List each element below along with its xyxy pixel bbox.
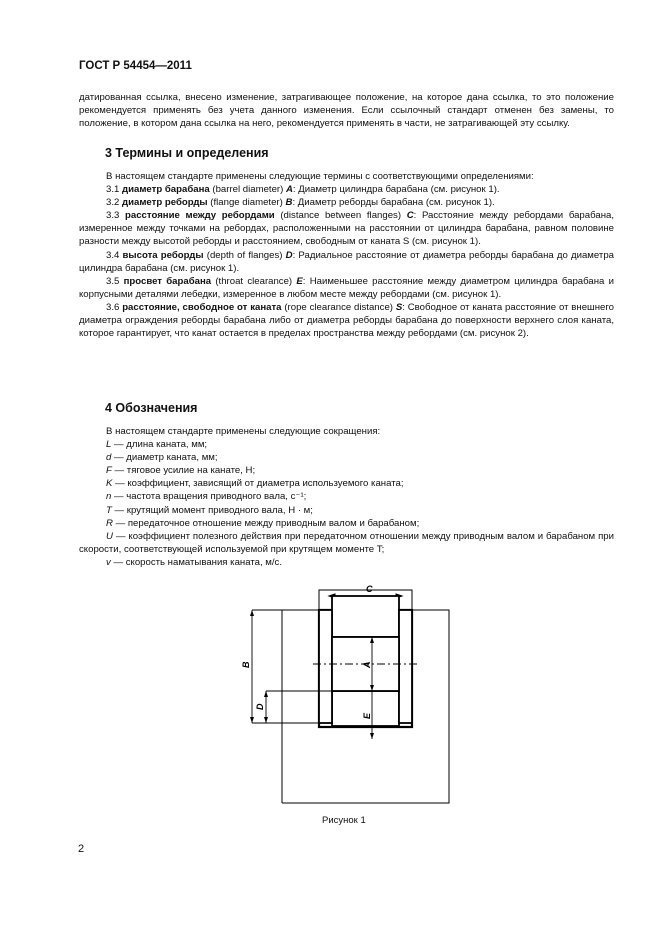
term-number: 3.1 — [106, 184, 123, 196]
symbol-definition: — длина каната, мм; — [111, 439, 208, 451]
symbol-definition: — скорость наматывания каната, м/с. — [110, 556, 283, 568]
symbol-letter: K — [106, 478, 113, 490]
symbol-definition: — диаметр каната, мм; — [111, 452, 218, 464]
term-english: (distance between flanges) — [274, 210, 407, 222]
term-name: высота реборды — [122, 249, 204, 261]
page-number: 2 — [78, 843, 85, 855]
symbol-letter: U — [106, 530, 113, 542]
symbol-letter: n — [106, 491, 112, 503]
term-symbol: B — [285, 197, 293, 209]
symbol-letter: d — [106, 452, 112, 464]
term-text: : Расстояние между ребордами барабана, измеренное между точками на ребордах, расположенными на расстоянии от цилиндра барабана, равном половине разности между высотой реборды и расстоянием, свободным от каната S (см. рисунок 1). — [79, 210, 615, 248]
drum-upper-recess — [332, 596, 399, 637]
right-flange — [399, 610, 412, 723]
term-name: диаметр реборды — [122, 197, 208, 209]
symbol-letter: L — [106, 439, 112, 451]
symbol-letter: v — [106, 556, 111, 568]
term-symbol: C — [406, 210, 414, 222]
term-number: 3.3 — [106, 210, 126, 222]
section-4-title: 4 Обозначения — [105, 401, 198, 415]
term-name: расстояние, свободное от каната — [122, 301, 282, 313]
symbol-letter: R — [106, 517, 113, 529]
term-number: 3.6 — [106, 301, 123, 313]
document-header: ГОСТ Р 54454—2011 — [79, 60, 192, 72]
term-number: 3.5 — [106, 275, 124, 287]
term-english: (throat clearance) — [211, 275, 297, 287]
section-3-intro: В настоящем стандарте применены следующие термины с соответствующими определениями: — [106, 171, 534, 182]
label-c: C — [366, 584, 373, 594]
symbol-letter: T — [106, 504, 112, 516]
term-symbol: D — [285, 249, 293, 261]
label-e: E — [362, 712, 372, 719]
label-a: A — [362, 661, 372, 668]
term-symbol: A — [285, 184, 293, 196]
term-text: : Свободное от каната расстояние от внешнего диаметра ограждения реборды барабана либо от диаметра реборды барабана до поверхности верхнего слоя каната, которое гарантирует, что канат остается в пределах пространства между ребордами (см. рисунок 2). — [79, 301, 614, 340]
drum-lower-recess — [332, 691, 399, 726]
label-d: D — [255, 703, 265, 710]
symbol-definition: — передаточное отношение между приводным валом и барабаном; — [112, 517, 420, 529]
term-text: : Радиальное расстояние от диаметра реборды барабана до диаметра цилиндра барабана (см. рисунок 1). — [79, 249, 614, 274]
term-text: : Диаметр цилиндра барабана (см. рисунок 1). — [292, 184, 500, 196]
term-english: (rope clearance distance) — [281, 301, 396, 313]
symbol-definition: — коэффициент полезного действия при передаточном отношении между приводным валом и барабаном при скорости, соответствующей используемой при крутящем моменте T; — [79, 530, 614, 555]
term-text: : Диаметр реборды барабана (см. рисунок 1). — [292, 197, 495, 209]
term-symbol: S — [395, 301, 403, 313]
term-number: 3.4 — [106, 249, 123, 261]
intro-text: датированная ссылка, внесено изменение, затрагивающее положение, на которое дана ссылка, то это положение рекомендуется применять без учета данного изменения. Если ссылочный стандарт отменен без замены, то положение, в котором дана ссылка на него, рекомендуется применять в части, не затрагивающей эту ссылку. — [79, 92, 614, 130]
term-english: (flange diameter) — [207, 197, 286, 209]
left-flange — [319, 610, 332, 723]
symbol-definition: — крутящий момент приводного вала, Н · м; — [111, 504, 313, 516]
term-number: 3.2 — [106, 197, 123, 209]
symbol-definition: — частота вращения приводного вала, с⁻¹; — [111, 491, 307, 503]
figure-caption: Рисунок 1 — [322, 815, 366, 826]
term-name: просвет барабана — [123, 275, 212, 287]
symbol-definition: — тяговое усилие на канате, Н; — [111, 465, 256, 477]
term-symbol: E — [296, 275, 303, 287]
label-b: B — [241, 661, 251, 668]
symbol-letter: F — [106, 465, 112, 477]
term-text: : Наименьшее расстояние между диаметром цилиндра барабана и корпусными деталями лебедки, измеренное в любом месте между ребордами (см. рисунок 1). — [79, 275, 614, 300]
section-3-title: 3 Термины и определения — [105, 146, 269, 160]
term-english: (depth of flanges) — [203, 249, 286, 261]
term-english: (barrel diameter) — [209, 184, 286, 196]
term-name: расстояние между ребордами — [125, 210, 275, 222]
symbol-definition: — коэффициент, зависящий от диаметра используемого каната; — [112, 478, 404, 490]
section-4-intro: В настоящем стандарте применены следующие сокращения: — [106, 426, 381, 437]
term-name: диаметр барабана — [122, 184, 210, 196]
